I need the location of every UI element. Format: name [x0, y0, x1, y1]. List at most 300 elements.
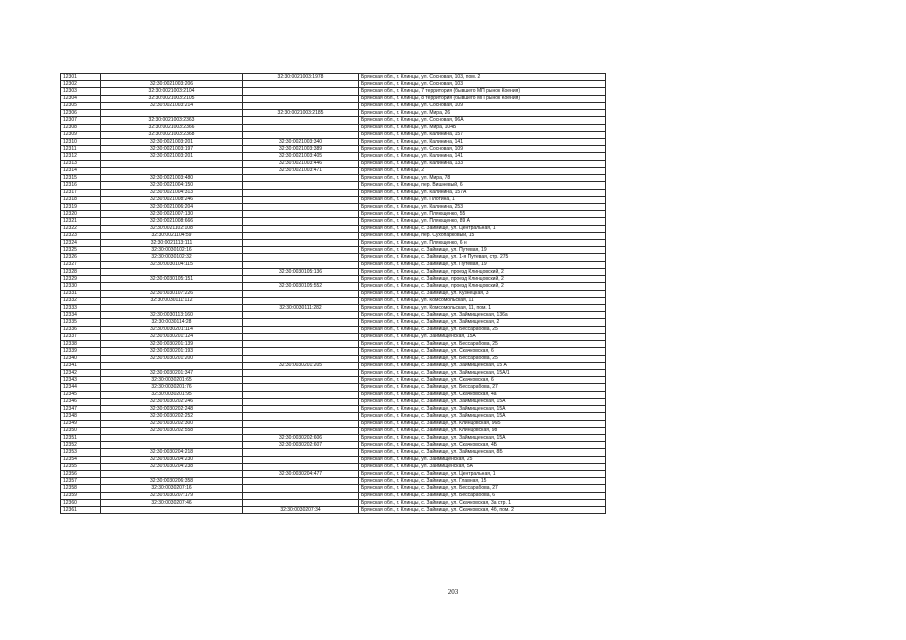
page-number: 203 [447, 588, 459, 596]
table-row [61, 420, 606, 427]
object-cadastral-number-cell [243, 355, 359, 362]
object-cadastral-number-cell [243, 478, 359, 485]
registry-body [61, 74, 606, 514]
object-cadastral-number-cell [243, 218, 359, 225]
object-cadastral-number-cell [243, 413, 359, 420]
cadastral-number-cell: 32:30:0030207:179 [101, 492, 243, 499]
row-number-cell: 12336 [61, 326, 101, 333]
row-number-cell: 12313 [61, 160, 101, 167]
row-number-cell: 12324 [61, 240, 101, 247]
row-number-cell: 12343 [61, 377, 101, 384]
object-cadastral-number-cell [243, 341, 359, 348]
row-number-cell: 12361 [61, 507, 101, 514]
address-cell: Брянская обл., г. Клинцы, с. Займище, ул. Бессарабова, 25 [359, 341, 606, 348]
address-cell: Брянская обл., г. Клинцы, с. Займище, ул. Скачковская, 4б, пом. 2 [359, 507, 606, 514]
object-cadastral-number-cell [243, 254, 359, 261]
object-cadastral-number-cell [243, 232, 359, 239]
row-number-cell: 12328 [61, 268, 101, 275]
cadastral-number-cell: 32:30:0021003:2104 [101, 88, 243, 95]
cadastral-number-cell: 32:30:0030107:226 [101, 290, 243, 297]
table-row [61, 247, 606, 254]
cadastral-number-cell [101, 110, 243, 117]
cadastral-number-cell [101, 362, 243, 369]
address-cell: Брянская обл., г. Клинцы, пер. Сухопарковый, 15 [359, 232, 606, 239]
address-cell: Брянская обл., г. Клинцы, ул. Сосновая, 109 [359, 102, 606, 109]
row-number-cell: 12310 [61, 138, 101, 145]
table-row [61, 348, 606, 355]
table-row [61, 203, 606, 210]
object-cadastral-number-cell [243, 203, 359, 210]
table-row [61, 507, 606, 514]
table-row [61, 268, 606, 275]
table-row [61, 384, 606, 391]
cadastral-number-cell: 32:30:0021003:2368 [101, 131, 243, 138]
object-cadastral-number-cell [243, 175, 359, 182]
address-cell: Брянская обл., г. Клинцы, ул. Комсомольская, 11, пом. 1 [359, 305, 606, 312]
cadastral-number-cell: 32:30:0030102:16 [101, 247, 243, 254]
address-cell: Брянская обл., г. Клинцы, ул. Мира, 104Б [359, 124, 606, 131]
object-cadastral-number-cell [243, 102, 359, 109]
cadastral-number-cell: 32:30:0030102:32 [101, 254, 243, 261]
table-row [61, 398, 606, 405]
row-number-cell: 12356 [61, 471, 101, 478]
object-cadastral-number-cell [243, 297, 359, 304]
cadastral-number-cell: 32:30:0021003:206 [101, 81, 243, 88]
table-row [61, 196, 606, 203]
cadastral-number-cell: 32:30:0021003:214 [101, 102, 243, 109]
row-number-cell: 12308 [61, 124, 101, 131]
cadastral-number-cell: 32:30:0030202:248 [101, 406, 243, 413]
row-number-cell: 12348 [61, 413, 101, 420]
table-row [61, 124, 606, 131]
table-row [61, 225, 606, 232]
address-cell: Брянская обл., г. Клинцы, пер. Вишневый, 6 [359, 182, 606, 189]
table-row [61, 427, 606, 434]
table-row [61, 167, 606, 174]
cadastral-number-cell: 32:30:0030204:218 [101, 449, 243, 456]
object-cadastral-number-cell [243, 456, 359, 463]
address-cell: Брянская обл., г. Клинцы, с. Займище, проезд Клинцовский, 2 [359, 268, 606, 275]
object-cadastral-number-cell [243, 189, 359, 196]
table-row [61, 369, 606, 376]
row-number-cell: 12327 [61, 261, 101, 268]
table-row [61, 391, 606, 398]
object-cadastral-number-cell: 32:30:0021003:1978 [243, 74, 359, 81]
table-row [61, 333, 606, 340]
address-cell: Брянская обл., г. Клинцы, с. Займище, ул. Бессарабова, 25 [359, 355, 606, 362]
row-number-cell: 12349 [61, 420, 101, 427]
row-number-cell: 12346 [61, 398, 101, 405]
table-row [61, 377, 606, 384]
row-number-cell: 12333 [61, 305, 101, 312]
row-number-cell: 12334 [61, 312, 101, 319]
object-cadastral-number-cell: 32:30:0030202:606 [243, 434, 359, 441]
object-cadastral-number-cell: 32:30:0021003:471 [243, 167, 359, 174]
cadastral-number-cell: 32:30:0030202:558 [101, 427, 243, 434]
row-number-cell: 12306 [61, 110, 101, 117]
address-cell: Брянская обл., г. Клинцы, с. Займище, ул. Скачковская, 3а стр. 1 [359, 499, 606, 506]
row-number-cell: 12323 [61, 232, 101, 239]
object-cadastral-number-cell [243, 398, 359, 405]
table-row [61, 102, 606, 109]
row-number-cell: 12353 [61, 449, 101, 456]
table-row [61, 406, 606, 413]
address-cell: Брянская обл., г. Клинцы, ул. Займищенская, 25 [359, 456, 606, 463]
table-row [61, 146, 606, 153]
object-cadastral-number-cell: 32:30:0021003:446 [243, 160, 359, 167]
address-cell: Брянская обл., г. Клинцы, с. Займище, ул. Бессарабова, 27 [359, 485, 606, 492]
table-row [61, 189, 606, 196]
object-cadastral-number-cell [243, 95, 359, 102]
table-row [61, 261, 606, 268]
row-number-cell: 12329 [61, 276, 101, 283]
table-row [61, 74, 606, 81]
table-row [61, 471, 606, 478]
address-cell: Брянская обл., г. Клинцы, с. Займище, ул. Займищенская, 15А [359, 434, 606, 441]
table-row [61, 283, 606, 290]
cadastral-number-cell: 32:30:0030201:76 [101, 384, 243, 391]
address-cell: Брянская обл., г. Клинцы, ул. Калинина, 253 [359, 203, 606, 210]
object-cadastral-number-cell [243, 196, 359, 203]
cadastral-number-cell: 32:30:0030201:124 [101, 333, 243, 340]
table-row [61, 442, 606, 449]
cadastral-number-cell: 32:30:0021006:204 [101, 203, 243, 210]
cadastral-number-cell: 32:30:0021104:59 [101, 232, 243, 239]
cadastral-number-cell: 32:30:0030201:193 [101, 348, 243, 355]
object-cadastral-number-cell: 32:30:0030111:282 [243, 305, 359, 312]
object-cadastral-number-cell: 32:30:0030105:552 [243, 283, 359, 290]
row-number-cell: 12342 [61, 369, 101, 376]
object-cadastral-number-cell [243, 449, 359, 456]
object-cadastral-number-cell [243, 117, 359, 124]
table-row [61, 305, 606, 312]
address-cell: Брянская обл., г. Клинцы, ул. Займищенская, 5А [359, 463, 606, 470]
table-row [61, 110, 606, 117]
address-cell: Брянская обл., г. Клинцы, с. Займище, ул. Займищенская, 15А [359, 413, 606, 420]
cadastral-number-cell: 32:30:0030201:95 [101, 391, 243, 398]
address-cell: Брянская обл., г. Клинцы, с. Займище, ул. Бессарабова, 25 [359, 326, 606, 333]
cadastral-number-cell: 32:30:0021003:197 [101, 146, 243, 153]
object-cadastral-number-cell [243, 384, 359, 391]
address-cell: Брянская обл., г. Клинцы, с. Займище, ул. Скачковская, 4а [359, 391, 606, 398]
cadastral-number-cell: 32:30:0021007:130 [101, 211, 243, 218]
row-number-cell: 12350 [61, 427, 101, 434]
cadastral-number-cell: 32:30:0021003:201 [101, 153, 243, 160]
row-number-cell: 12319 [61, 203, 101, 210]
address-cell: Брянская обл., г. Клинцы, с. Займище, ул. Бессарабова, 27 [359, 384, 606, 391]
row-number-cell: 12339 [61, 348, 101, 355]
table-row [61, 254, 606, 261]
table-row [61, 355, 606, 362]
cadastral-number-cell: 32:30:0021003:201 [101, 138, 243, 145]
cadastral-number-cell [101, 507, 243, 514]
row-number-cell: 12344 [61, 384, 101, 391]
table-row [61, 117, 606, 124]
cadastral-number-cell: 32:30:0021003:480 [101, 175, 243, 182]
object-cadastral-number-cell [243, 463, 359, 470]
row-number-cell: 12347 [61, 406, 101, 413]
address-cell: Брянская обл., г. Клинцы, с. Займище, ул. Займищенская, 15А [359, 398, 606, 405]
row-number-cell: 12309 [61, 131, 101, 138]
cadastral-number-cell: 32:30:0030201:200 [101, 355, 243, 362]
address-cell: Брянская обл., г. Клинцы, ул. Займищенская, 15А [359, 333, 606, 340]
object-cadastral-number-cell [243, 240, 359, 247]
table-row [61, 463, 606, 470]
table-row [61, 138, 606, 145]
cadastral-number-cell: 32:30:0021003:2363 [101, 117, 243, 124]
table-row [61, 341, 606, 348]
cadastral-number-cell: 32:30:0021004:313 [101, 189, 243, 196]
row-number-cell: 12335 [61, 319, 101, 326]
address-cell: Брянская обл., г. Клинцы, с. Займище, ул. Займищенская, 2 [359, 319, 606, 326]
object-cadastral-number-cell [243, 261, 359, 268]
table-row [61, 95, 606, 102]
object-cadastral-number-cell [243, 492, 359, 499]
row-number-cell: 12314 [61, 167, 101, 174]
row-number-cell: 12337 [61, 333, 101, 340]
row-number-cell: 12318 [61, 196, 101, 203]
object-cadastral-number-cell [243, 211, 359, 218]
row-number-cell: 12340 [61, 355, 101, 362]
table-row [61, 218, 606, 225]
table-row [61, 290, 606, 297]
object-cadastral-number-cell [243, 131, 359, 138]
row-number-cell: 12357 [61, 478, 101, 485]
cadastral-number-cell: 32:30:0030207:16 [101, 485, 243, 492]
address-cell: Брянская обл., г. Клинцы, ул. Сосновая, 96А [359, 117, 606, 124]
row-number-cell: 12312 [61, 153, 101, 160]
row-number-cell: 12316 [61, 182, 101, 189]
table-row [61, 88, 606, 95]
row-number-cell: 12301 [61, 74, 101, 81]
object-cadastral-number-cell [243, 290, 359, 297]
object-cadastral-number-cell: 32:30:0021003:405 [243, 153, 359, 160]
cadastral-number-cell [101, 434, 243, 441]
row-number-cell: 12321 [61, 218, 101, 225]
object-cadastral-number-cell [243, 88, 359, 95]
cadastral-number-cell: 32:30:0021102:108 [101, 225, 243, 232]
address-cell: Брянская обл., г. Клинцы, с. Займище, проезд Клинцовский, 2 [359, 276, 606, 283]
object-cadastral-number-cell [243, 377, 359, 384]
address-cell: Брянская обл., г. Клинцы, ул. Пляющенко, 55 [359, 211, 606, 218]
object-cadastral-number-cell [243, 124, 359, 131]
table-row [61, 499, 606, 506]
cadastral-number-cell: 32:30:0030201:139 [101, 341, 243, 348]
address-cell: Брянская обл., г. Клинцы, ул. Мира, 26 [359, 110, 606, 117]
table-row [61, 319, 606, 326]
object-cadastral-number-cell: 32:30:0030204:477 [243, 471, 359, 478]
object-cadastral-number-cell: 32:30:0021003:2185 [243, 110, 359, 117]
row-number-cell: 12354 [61, 456, 101, 463]
cadastral-number-cell: 32:30:0021008:666 [101, 218, 243, 225]
cadastral-number-cell [101, 268, 243, 275]
address-cell: Брянская обл., г. Клинцы, ул. Мира, 78 [359, 175, 606, 182]
cadastral-number-cell: 32:30:0030206:358 [101, 478, 243, 485]
address-cell: Брянская обл., г. Клинцы, ул. Калинина, 133 [359, 160, 606, 167]
address-cell: Брянская обл., г. Клинцы, ул. Пляющенко, 6 н [359, 240, 606, 247]
address-cell: Брянская обл., г. Клинцы, с. Займище, ул. Путевая, 19 [359, 261, 606, 268]
cadastral-number-cell: 32:30:0030104:115 [101, 261, 243, 268]
row-number-cell: 12320 [61, 211, 101, 218]
address-cell: Брянская обл., г. Клинцы, с. Займище, ул. 1-я Путевая, стр. 275 [359, 254, 606, 261]
address-cell: Брянская обл., г. Клинцы, с. Займище, ул. Займищенская, 136а [359, 312, 606, 319]
object-cadastral-number-cell [243, 247, 359, 254]
address-cell: Брянская обл., г. Клинцы, с. Займище, ул. Займищенская, 8Б [359, 449, 606, 456]
address-cell: Брянская обл., г. Клинцы, ул. Комсомольская, 11 [359, 297, 606, 304]
row-number-cell: 12315 [61, 175, 101, 182]
row-number-cell: 12351 [61, 434, 101, 441]
row-number-cell: 12332 [61, 297, 101, 304]
object-cadastral-number-cell [243, 312, 359, 319]
cadastral-number-cell: 32:30:0021004:150 [101, 182, 243, 189]
address-cell: Брянская обл., г. Клинцы, с. Займище, проезд Клинцовский, 2 [359, 283, 606, 290]
address-cell: Брянская обл., г. Клинцы, с. Займище, ул. Центральная, 1 [359, 471, 606, 478]
cadastral-number-cell: 32:30:0030111:112 [101, 297, 243, 304]
address-cell: Брянская обл., г. Клинцы, ул. Пляющенко, 89 А [359, 218, 606, 225]
row-number-cell: 12302 [61, 81, 101, 88]
table-row [61, 326, 606, 333]
object-cadastral-number-cell [243, 319, 359, 326]
address-cell: Брянская обл., г. Клинцы, с. Займище, ул. Скачковская, 6 [359, 377, 606, 384]
row-number-cell: 12322 [61, 225, 101, 232]
cadastral-number-cell: 32:30:0030207:46 [101, 499, 243, 506]
row-number-cell: 12311 [61, 146, 101, 153]
object-cadastral-number-cell: 32:30:0030105:136 [243, 268, 359, 275]
cadastral-number-cell: 32:30:0030201:114 [101, 326, 243, 333]
row-number-cell: 12360 [61, 499, 101, 506]
table-row [61, 232, 606, 239]
row-number-cell: 12331 [61, 290, 101, 297]
address-cell: Брянская обл., г. Клинцы, с. Займище, ул. Клинцовская, 96Б [359, 420, 606, 427]
object-cadastral-number-cell: 32:30:0021003:389 [243, 146, 359, 153]
object-cadastral-number-cell [243, 276, 359, 283]
table-row [61, 362, 606, 369]
row-number-cell: 12345 [61, 391, 101, 398]
address-cell: Брянская обл., г. Клинцы, ул. Калинина, 141 [359, 153, 606, 160]
cadastral-number-cell: 32:30:0030202:252 [101, 413, 243, 420]
address-cell: Брянская обл., г. Клинцы, с. Займище, ул. Займищенская, 15 А [359, 362, 606, 369]
address-cell: Брянская обл., г. Клинцы, ул. Калинина, 157А [359, 189, 606, 196]
cadastral-number-cell [101, 160, 243, 167]
table-row [61, 153, 606, 160]
table-row [61, 297, 606, 304]
row-number-cell: 12359 [61, 492, 101, 499]
cadastral-number-cell: 32:30:0021003:2105 [101, 95, 243, 102]
object-cadastral-number-cell [243, 369, 359, 376]
cadastral-number-cell: 32:30:0030113:160 [101, 312, 243, 319]
address-cell: Брянская обл., г. Клинцы, 7 территория (бывшего МП рынок Коения) [359, 88, 606, 95]
table-row [61, 160, 606, 167]
cadastral-number-cell: 32:30:0021113:111 [101, 240, 243, 247]
address-cell: Брянская обл., г. Клинцы, 2 [359, 167, 606, 174]
object-cadastral-number-cell [243, 420, 359, 427]
row-number-cell: 12338 [61, 341, 101, 348]
object-cadastral-number-cell [243, 81, 359, 88]
table-row [61, 492, 606, 499]
table-row [61, 456, 606, 463]
address-cell: Брянская обл., г. Клинцы, ул. Сосновая, 109 [359, 146, 606, 153]
address-cell: Брянская обл., г. Клинцы, с. Займище, ул. Кузнецкая, 3 [359, 290, 606, 297]
object-cadastral-number-cell [243, 485, 359, 492]
address-cell: Брянская обл., г. Клинцы, ул. Сосновая, 103, пом. 2 [359, 74, 606, 81]
row-number-cell: 12355 [61, 463, 101, 470]
table-row [61, 175, 606, 182]
cadastral-number-cell: 32:30:0030202:300 [101, 420, 243, 427]
cadastral-number-cell: 32:30:0030204:238 [101, 463, 243, 470]
registry-table [60, 73, 606, 514]
table-row [61, 312, 606, 319]
address-cell: Брянская обл., г. Клинцы, с. Займище, ул. Займищенская, 15А [359, 406, 606, 413]
object-cadastral-number-cell: 32:30:0021003:340 [243, 138, 359, 145]
cadastral-number-cell [101, 74, 243, 81]
object-cadastral-number-cell [243, 391, 359, 398]
object-cadastral-number-cell [243, 499, 359, 506]
row-number-cell: 12326 [61, 254, 101, 261]
object-cadastral-number-cell [243, 326, 359, 333]
table-row [61, 211, 606, 218]
object-cadastral-number-cell [243, 348, 359, 355]
table-row [61, 485, 606, 492]
cadastral-number-cell: 32:30:0030202:246 [101, 398, 243, 405]
object-cadastral-number-cell: 32:30:0030201:205 [243, 362, 359, 369]
address-cell: Брянская обл., г. Клинцы, с. Займище, ул. Займищенская, 15А/1 [359, 369, 606, 376]
row-number-cell: 12352 [61, 442, 101, 449]
row-number-cell: 12325 [61, 247, 101, 254]
cadastral-number-cell [101, 167, 243, 174]
object-cadastral-number-cell [243, 427, 359, 434]
cadastral-number-cell [101, 305, 243, 312]
address-cell: Брянская обл., г. Клинцы, ул. Сосновая, 103 [359, 81, 606, 88]
table-row [61, 478, 606, 485]
cadastral-number-cell [101, 442, 243, 449]
object-cadastral-number-cell [243, 406, 359, 413]
row-number-cell: 12305 [61, 102, 101, 109]
row-number-cell: 12358 [61, 485, 101, 492]
address-cell: Брянская обл., г. Клинцы, 8 территория (бывшего МП рынок Коения) [359, 95, 606, 102]
table-row [61, 182, 606, 189]
address-cell: Брянская обл., г. Клинцы, с. Займище, ул. Бессарабова, 6 [359, 492, 606, 499]
object-cadastral-number-cell [243, 225, 359, 232]
table-row [61, 240, 606, 247]
cadastral-number-cell: 32:30:0030201:347 [101, 369, 243, 376]
table-row [61, 131, 606, 138]
cadastral-number-cell: 32:30:0030201:65 [101, 377, 243, 384]
table-row [61, 276, 606, 283]
table-row [61, 81, 606, 88]
cadastral-number-cell: 32:30:0030105:151 [101, 276, 243, 283]
address-cell: Брянская обл., г. Клинцы, ул. Плотина, 1 [359, 196, 606, 203]
address-cell: Брянская обл., г. Клинцы, с. Займище, ул. Центральная, 1 [359, 225, 606, 232]
address-cell: Брянская обл., г. Клинцы, ул. Калинина, 157 [359, 131, 606, 138]
table-row [61, 449, 606, 456]
object-cadastral-number-cell: 32:30:0030207:34 [243, 507, 359, 514]
address-cell: Брянская обл., г. Клинцы, с. Займище, ул. Клинцовская, 98 [359, 427, 606, 434]
address-cell: Брянская обл., г. Клинцы, ул. Калинина, 141 [359, 138, 606, 145]
cadastral-number-cell: 32:30:0030204:230 [101, 456, 243, 463]
table-row [61, 434, 606, 441]
address-cell: Брянская обл., г. Клинцы, с. Займище, ул. Скачковская, 6 [359, 348, 606, 355]
table-row [61, 413, 606, 420]
row-number-cell: 12303 [61, 88, 101, 95]
cadastral-number-cell: 32:30:0030114:28 [101, 319, 243, 326]
row-number-cell: 12307 [61, 117, 101, 124]
row-number-cell: 12330 [61, 283, 101, 290]
row-number-cell: 12317 [61, 189, 101, 196]
object-cadastral-number-cell: 32:30:0030202:607 [243, 442, 359, 449]
address-cell: Брянская обл., г. Клинцы, с. Займище, ул. Скачковская, 4Б [359, 442, 606, 449]
cadastral-number-cell: 32:30:0021003:2366 [101, 124, 243, 131]
row-number-cell: 12304 [61, 95, 101, 102]
